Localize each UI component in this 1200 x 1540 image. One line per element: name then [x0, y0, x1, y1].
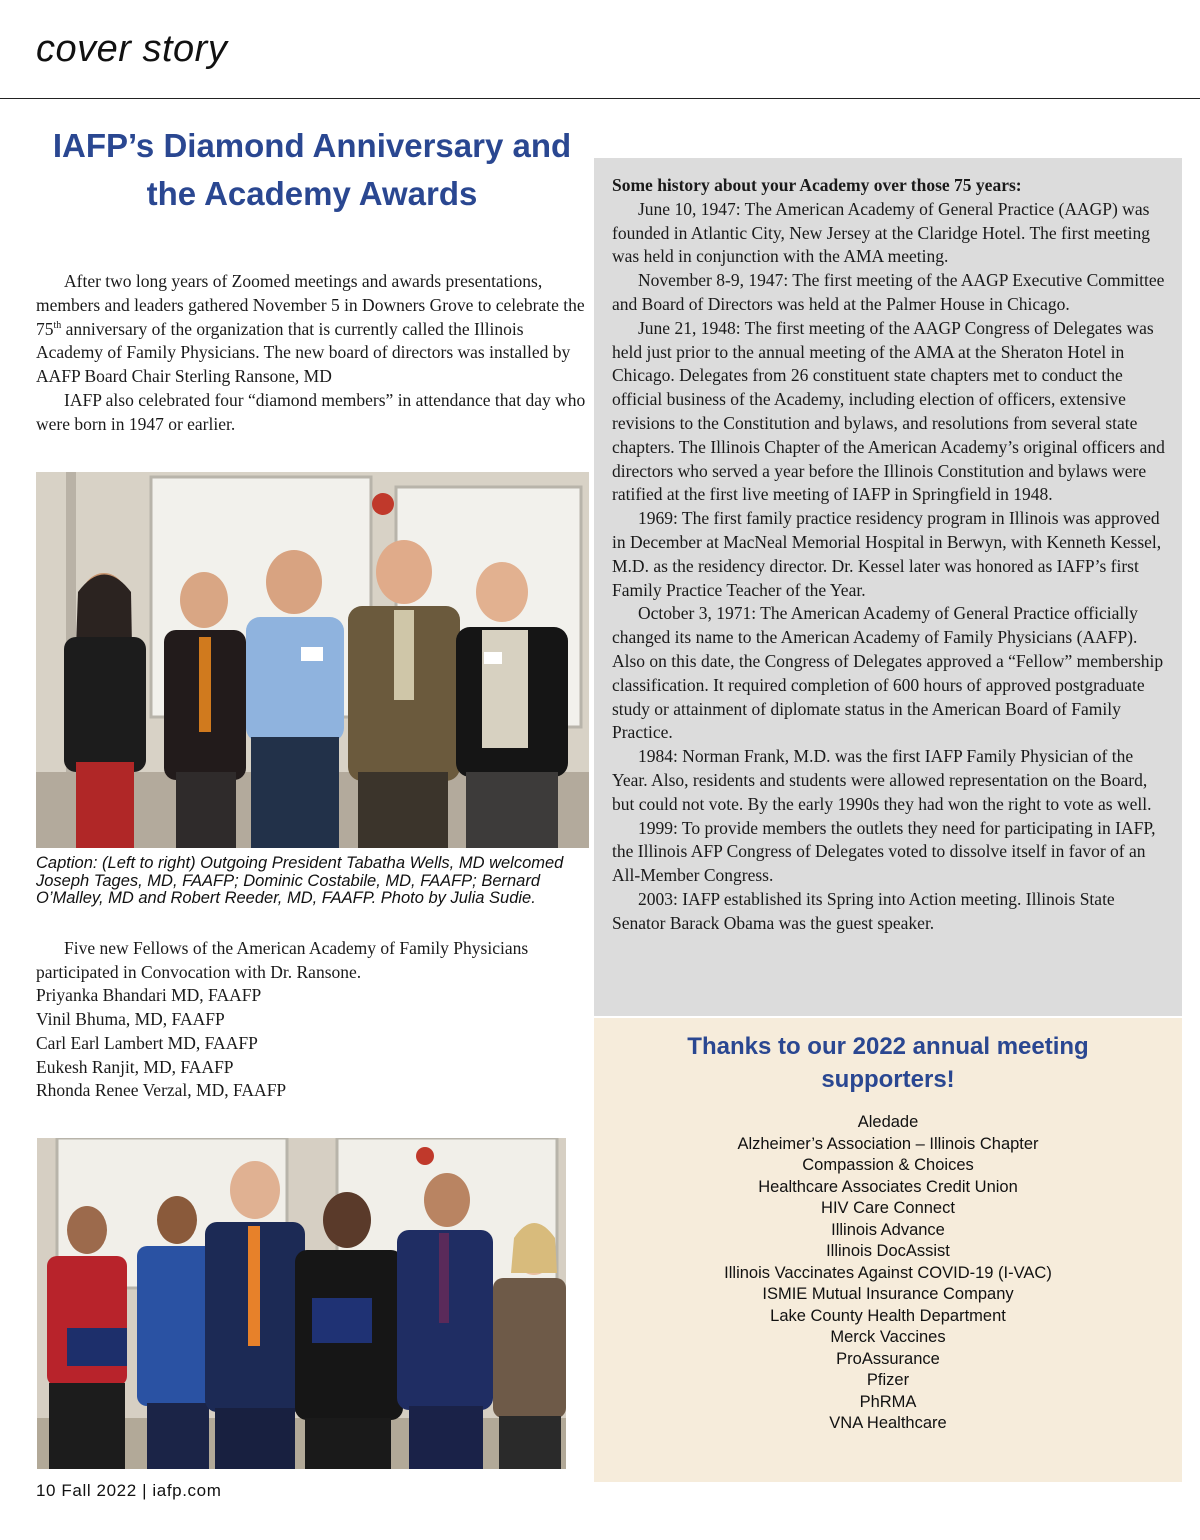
supporters-title-line-2: supporters! [821, 1066, 955, 1093]
history-entry: June 21, 1948: The first meeting of the AAGP Congress of Delegates was held just prior to the annual meeting of the AMA at the Sheraton Hotel in Chicago. Delegates from 26 constituent state chapters met to conduct the official business of the Academy, including election of officers, extensive revisions to the Constitution and bylaws, and resolutions from several state chapters. The Illinois Chapter of the American Academy’s original officers and directors who served a year before the Illinois Constitution and bylaws were ratified at the first live meeting of IAFP in Springfield in 1948. [612, 317, 1165, 505]
history-heading: Some history about your Academy over those 75 years: [612, 175, 1022, 195]
new-fellows-photo [37, 1138, 566, 1469]
supporter-item: Alzheimer’s Association – Illinois Chapter [737, 1134, 1039, 1153]
history-entry: 1984: Norman Frank, M.D. was the first IAFP Family Physician of the Year. Also, residents and students were allowed representation on the Board, but could not vote. By the early 1990s they had won the right to vote as well. [612, 746, 1152, 814]
article-title-line-1: IAFP’s Diamond Anniversary and [52, 127, 572, 164]
supporter-item: Pfizer [866, 1371, 910, 1389]
supporter-item: Compassion & Choices [802, 1156, 974, 1174]
fellow-name: Vinil Bhuma, MD, FAAFP [36, 1009, 225, 1030]
supporter-item: ProAssurance [836, 1349, 940, 1368]
history-entry: June 10, 1947: The American Academy of General Practice (AAGP) was founded in Atlantic City, New Jersey at the Claridge Hotel. The first meeting was held in conjunction with the AMA meeting. [612, 198, 1150, 267]
fellow-name: Eukesh Ranjit, MD, FAAFP [36, 1056, 234, 1077]
intro-text-a: After two long years of Zoomed meetings and awards presentations, members and leaders gathered November 5 in Downers Grove to celebrate the 75 [36, 271, 585, 339]
fellow-name: Priyanka Bhandari MD, FAAFP [36, 985, 262, 1006]
supporter-item: Merck Vaccines [830, 1328, 946, 1346]
photo-illustration [37, 1138, 566, 1469]
fellows-section [36, 937, 592, 1103]
fellows-intro: Five new Fellows of the American Academy of Family Physicians participated in Convocation with Dr. Ransone. [36, 938, 529, 982]
supporters-title-line-1: Thanks to our 2022 annual meeting [687, 1033, 1089, 1060]
supporter-item: Illinois Vaccinates Against COVID-19 (I-VAC) [724, 1263, 1052, 1282]
article-intro [36, 270, 592, 437]
ordinal-suffix: th [53, 319, 62, 331]
page-footer: 10 Fall 2022 | iafp.com [36, 1481, 222, 1500]
supporters-title [594, 1030, 1182, 1096]
history-entry: October 3, 1971: The American Academy of General Practice officially changed its name to the American Academy of Family Physicians (AAFP). Also on this date, the Congress of Delegates approved a “Fellow” membership classification. It required completion of 600 hours of approved postgraduate study or attainment of diplomate status in the American Board of Family Practice. [612, 603, 1164, 743]
history-entry: 2003: IAFP established its Spring into Action meeting. Illinois State Senator Barack Obama was the guest speaker. [612, 888, 1115, 933]
photo-caption: Caption: (Left to right) Outgoing President Tabatha Wells, MD welcomed Joseph Tages, MD, FAAFP; Dominic Costabile, MD, FAAFP; Bernard O’Malley, MD and Robert Reeder, MD, FAAFP. Photo by Julia Sudie. [36, 854, 564, 907]
supporter-item: Lake County Health Department [770, 1306, 1006, 1325]
section-label: cover story [36, 28, 228, 70]
supporter-item: VNA Healthcare [829, 1414, 947, 1432]
header-divider [0, 98, 1200, 99]
intro-paragraph-2: IAFP also celebrated four “diamond members” in attendance that day who were born in 1947 or earlier. [36, 389, 586, 434]
photo-illustration [36, 472, 589, 848]
intro-paragraph-1 [36, 270, 592, 389]
intro-text-b: anniversary of the organization that is currently called the Illinois Academy of Family Physicians. The new board of directors was installed by AAFP Board Chair Sterling Ransone, MD [36, 318, 571, 387]
fellow-name: Carl Earl Lambert MD, FAAFP [36, 1032, 258, 1053]
history-text [612, 174, 1168, 936]
history-entry: November 8-9, 1947: The first meeting of the AAGP Executive Committee and Board of Directors was held at the Palmer House in Chicago. [612, 270, 1165, 314]
article-title [36, 122, 588, 218]
fellow-name: Rhonda Renee Verzal, MD, FAAFP [36, 1080, 287, 1101]
supporter-item: HIV Care Connect [821, 1199, 955, 1217]
supporter-item: Illinois Advance [831, 1220, 945, 1239]
supporter-item: Aledade [857, 1113, 919, 1131]
history-entry: 1999: To provide members the outlets they need for participating in IAFP, the Illinois AFP Congress of Delegates voted to dissolve itself in favor of an All-Member Congress. [612, 817, 1156, 886]
supporter-item: ISMIE Mutual Insurance Company [762, 1285, 1014, 1303]
supporters-list [594, 1112, 1182, 1435]
diamond-members-photo [36, 472, 589, 848]
article-title-line-2: the Academy Awards [146, 175, 478, 212]
supporter-item: PhRMA [859, 1392, 917, 1411]
history-entry: 1969: The first family practice residency program in Illinois was approved in December at MacNeal Memorial Hospital in Berwyn, with Kenneth Kessel, M.D. as the residency director. Dr. Kessel later was honored as IAFP’s first Family Practice Teacher of the Year. [612, 508, 1162, 600]
supporter-item: Healthcare Associates Credit Union [758, 1177, 1018, 1196]
supporter-item: Illinois DocAssist [826, 1242, 950, 1260]
